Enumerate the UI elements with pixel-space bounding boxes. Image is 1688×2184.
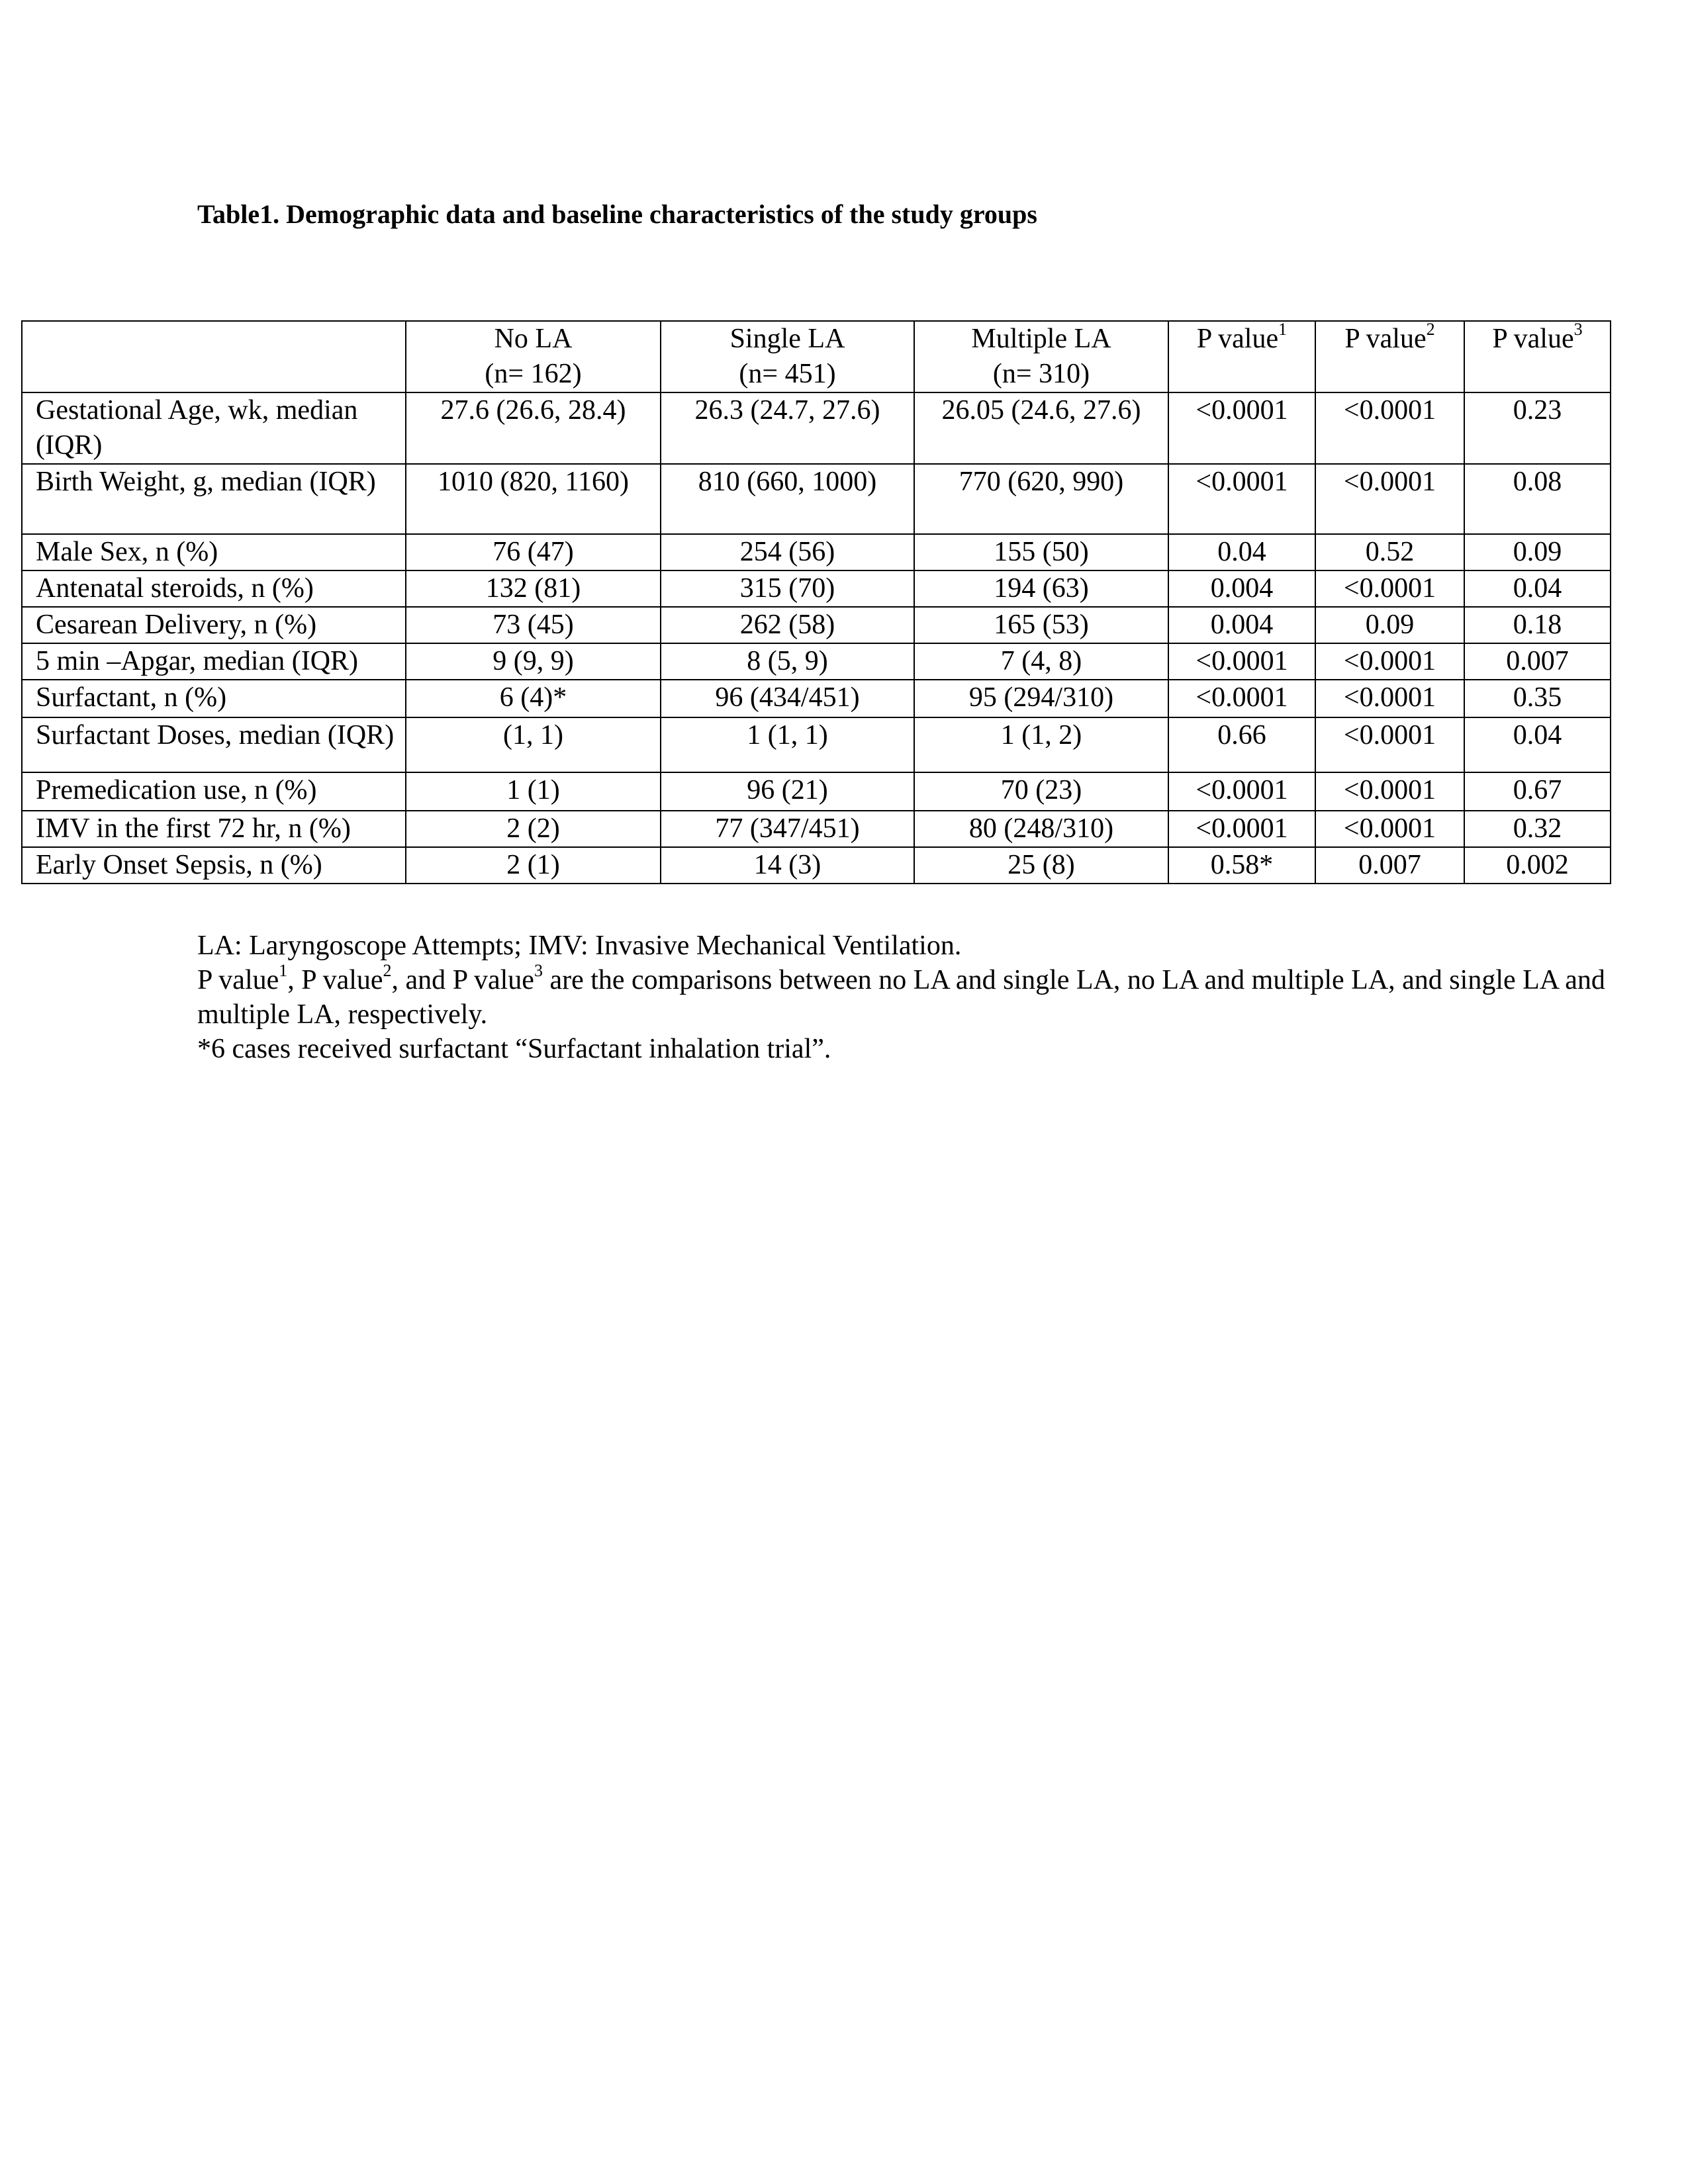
p-value-2-cell: <0.0001 <box>1315 811 1464 847</box>
p-value-1-cell: <0.0001 <box>1168 772 1315 811</box>
single-la-cell: 810 (660, 1000) <box>661 464 914 534</box>
row-label: Birth Weight, g, median (IQR) <box>22 464 406 534</box>
no-la-cell: (1, 1) <box>406 717 661 772</box>
row-label: IMV in the first 72 hr, n (%) <box>22 811 406 847</box>
header-p-value-3: P value$^3$ <box>1464 321 1611 392</box>
p-value-2-cell: 0.09 <box>1315 607 1464 643</box>
table-row <box>22 772 1611 811</box>
p-value-3-cell: 0.04 <box>1464 717 1611 772</box>
row-label: Cesarean Delivery, n (%) <box>22 607 406 643</box>
p-value-3-cell: 0.23 <box>1464 392 1611 464</box>
single-la-cell: 315 (70) <box>661 570 914 607</box>
row-label: Gestational Age, wk, median (IQR) <box>22 392 406 464</box>
row-label: Surfactant, n (%) <box>22 680 406 717</box>
table-row <box>22 643 1611 680</box>
p-value-2-cell: <0.0001 <box>1315 392 1464 464</box>
multiple-la-cell: 7 (4, 8) <box>914 643 1168 680</box>
p-value-2-cell: <0.0001 <box>1315 680 1464 717</box>
table-row <box>22 811 1611 847</box>
p-value-3-cell: 0.18 <box>1464 607 1611 643</box>
no-la-cell: 6 (4)* <box>406 680 661 717</box>
p-value-1-cell: <0.0001 <box>1168 680 1315 717</box>
row-label: Male Sex, n (%) <box>22 534 406 570</box>
p-value-1-cell: <0.0001 <box>1168 811 1315 847</box>
header-p-value-2: P value$^2$ <box>1315 321 1464 392</box>
no-la-cell: 1010 (820, 1160) <box>406 464 661 534</box>
p-value-1-cell: 0.58* <box>1168 847 1315 884</box>
header-single-la: Single LA (n= 451) <box>661 321 914 392</box>
table-body <box>22 392 1611 884</box>
row-label: Premedication use, n (%) <box>22 772 406 811</box>
surfactant-footnote: *6 cases received surfactant “Surfactant inhalation trial”. <box>197 1034 831 1064</box>
single-la-cell: 1 (1, 1) <box>661 717 914 772</box>
table-row <box>22 570 1611 607</box>
single-la-cell: 26.3 (24.7, 27.6) <box>661 392 914 464</box>
p-value-2-cell: 0.52 <box>1315 534 1464 570</box>
p-value-1-cell: 0.66 <box>1168 717 1315 772</box>
no-la-cell: 2 (2) <box>406 811 661 847</box>
multiple-la-cell: 70 (23) <box>914 772 1168 811</box>
p-value-1-cell: <0.0001 <box>1168 464 1315 534</box>
single-la-cell: 96 (21) <box>661 772 914 811</box>
no-la-cell: 132 (81) <box>406 570 661 607</box>
table-title-text: . Demographic data and baseline characteristics of the study groups <box>273 199 1037 229</box>
table-title-label: Table1 <box>197 199 273 229</box>
abbreviations-note: LA: Laryngoscope Attempts; IMV: Invasive Mechanical Ventilation. <box>197 931 962 961</box>
p-value-3-cell: 0.67 <box>1464 772 1611 811</box>
row-label: Antenatal steroids, n (%) <box>22 570 406 607</box>
no-la-cell: 1 (1) <box>406 772 661 811</box>
table-row <box>22 464 1611 534</box>
p-value-1-cell: <0.0001 <box>1168 392 1315 464</box>
multiple-la-cell: 165 (53) <box>914 607 1168 643</box>
single-la-cell: 77 (347/451) <box>661 811 914 847</box>
header-p-value-1: P value$^1$ <box>1168 321 1315 392</box>
p-value-2-cell: <0.0001 <box>1315 570 1464 607</box>
single-la-cell: 8 (5, 9) <box>661 643 914 680</box>
p-value-1-cell: 0.004 <box>1168 607 1315 643</box>
p-value-1-cell: 0.04 <box>1168 534 1315 570</box>
p-value-3-cell: 0.35 <box>1464 680 1611 717</box>
p-value-3-cell: 0.32 <box>1464 811 1611 847</box>
header-no-la: No LA (n= 162) <box>406 321 661 392</box>
single-la-cell: 262 (58) <box>661 607 914 643</box>
no-la-cell: 27.6 (26.6, 28.4) <box>406 392 661 464</box>
table-row <box>22 392 1611 464</box>
single-la-cell: 254 (56) <box>661 534 914 570</box>
single-la-cell: 96 (434/451) <box>661 680 914 717</box>
multiple-la-cell: 770 (620, 990) <box>914 464 1168 534</box>
multiple-la-cell: 26.05 (24.6, 27.6) <box>914 392 1168 464</box>
pvalue-note: P value$^1$, P value$^2$, and P value$^3$ are the comparisons between no LA and single LA, no LA and multiple LA, and single LA and multiple LA, respectively. <box>197 961 1605 1030</box>
no-la-cell: 73 (45) <box>406 607 661 643</box>
p-value-3-cell: 0.09 <box>1464 534 1611 570</box>
p-value-1-cell: <0.0001 <box>1168 643 1315 680</box>
table-row <box>22 680 1611 717</box>
table-notes <box>197 929 1620 1066</box>
no-la-cell: 9 (9, 9) <box>406 643 661 680</box>
p-value-2-cell: <0.0001 <box>1315 464 1464 534</box>
table-row <box>22 717 1611 772</box>
multiple-la-cell: 25 (8) <box>914 847 1168 884</box>
table-row <box>22 847 1611 884</box>
multiple-la-cell: 194 (63) <box>914 570 1168 607</box>
no-la-cell: 2 (1) <box>406 847 661 884</box>
p-value-3-cell: 0.08 <box>1464 464 1611 534</box>
p-value-3-cell: 0.04 <box>1464 570 1611 607</box>
p-value-1-cell: 0.004 <box>1168 570 1315 607</box>
header-multiple-la: Multiple LA (n= 310) <box>914 321 1168 392</box>
multiple-la-cell: 1 (1, 2) <box>914 717 1168 772</box>
demographics-table <box>21 320 1611 884</box>
table-row <box>22 534 1611 570</box>
p-value-3-cell: 0.002 <box>1464 847 1611 884</box>
no-la-cell: 76 (47) <box>406 534 661 570</box>
p-value-2-cell: <0.0001 <box>1315 717 1464 772</box>
multiple-la-cell: 95 (294/310) <box>914 680 1168 717</box>
p-value-2-cell: <0.0001 <box>1315 643 1464 680</box>
p-value-2-cell: <0.0001 <box>1315 772 1464 811</box>
multiple-la-cell: 155 (50) <box>914 534 1168 570</box>
header-row <box>22 321 1611 392</box>
row-label: Early Onset Sepsis, n (%) <box>22 847 406 884</box>
row-label: 5 min –Apgar, median (IQR) <box>22 643 406 680</box>
header-empty <box>22 321 406 392</box>
multiple-la-cell: 80 (248/310) <box>914 811 1168 847</box>
p-value-2-cell: 0.007 <box>1315 847 1464 884</box>
p-value-3-cell: 0.007 <box>1464 643 1611 680</box>
single-la-cell: 14 (3) <box>661 847 914 884</box>
row-label: Surfactant Doses, median (IQR) <box>22 717 406 772</box>
table-title <box>197 199 1037 230</box>
table-row <box>22 607 1611 643</box>
